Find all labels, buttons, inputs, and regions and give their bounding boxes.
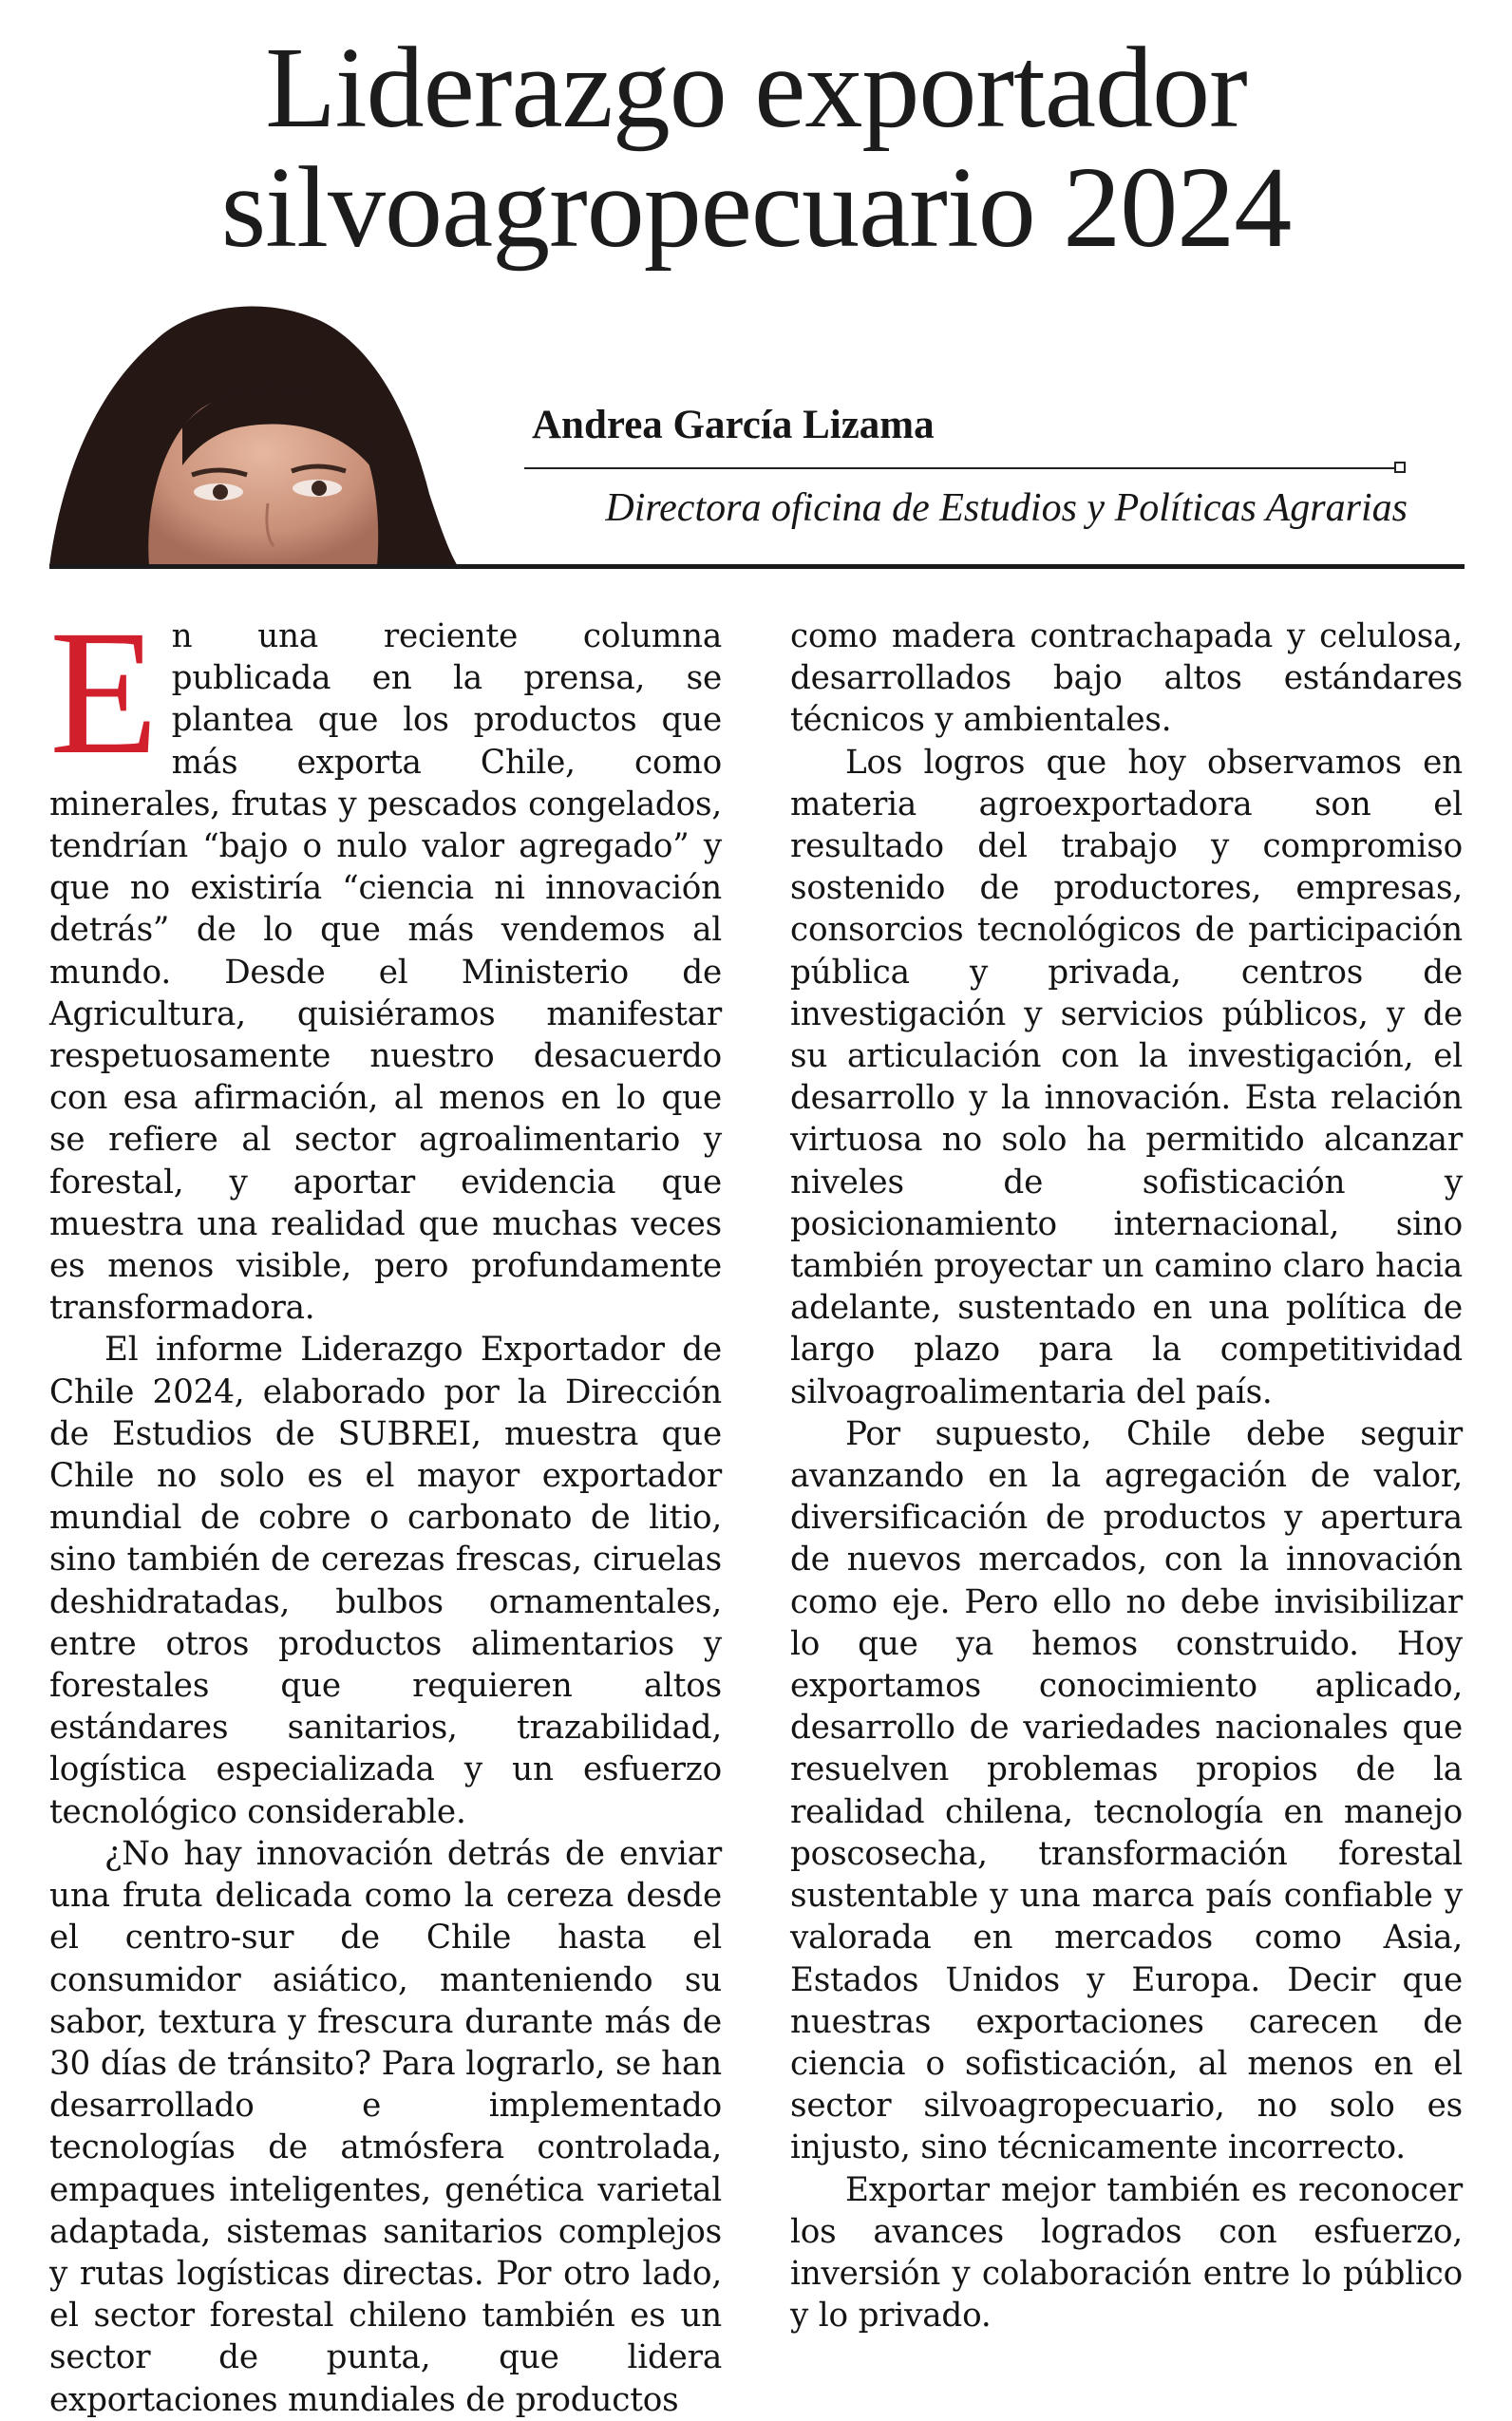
header-rule — [49, 564, 1465, 569]
article-paragraph: Por supuesto, Chile debe seguir avanzando en la agregación de valor, diversificación de productos y apertura de nuevos mercados, con la innovación como eje. Pero ello no debe invisibilizar lo que ya hemos construido. Hoy exportamos conocimiento aplicado, desarrollo de variedades nacionales que resuelven problemas propios de la realidad chilena, tecnología en manejo poscosecha, transformación forestal sustentable y una marca país confiable y valorada en mercados como Asia, Estados Unidos y Europa. Decir que nuestras exportaciones carecen de ciencia o sofisticación, al menos en el sector silvoagropecuario, no solo es injusto, sino técnicamente incorrecto. — [790, 1414, 1463, 2167]
article-paragraph: El informe Liderazgo Exportador de Chile 2024, elaborado por la Dirección de Estudios de SUBREI, muestra que Chile no solo es el mayor exportador mundial de cobre o carbonato de litio, sino también de cerezas frescas, ciruelas deshidratadas, bulbos ornamentales, entre otros productos alimentarios y forestales que requieren altos estándares sanitarios, trazabilidad, logística especializada y un esfuerzo tecnológico considerable. — [49, 1331, 722, 1831]
article-column-left — [49, 593, 722, 2419]
article-paragraph: como madera contrachapada y celulosa, desarrollados bajo altos estándares técnicos y ambientales. — [790, 617, 1463, 740]
drop-cap: E — [49, 593, 159, 791]
paragraph-text: n una reciente columna publicada en la prensa, se plantea que los productos que más exporta Chile, como minerales, frutas y pescados congelados, tendrían “bajo o nulo valor agregado” y que no existiría “ciencia ni innovación detrás” de lo que más vendemos al mundo. Desde el Ministerio de Agricultura, quisiéramos manifestar respetuosamente nuestro desacuerdo con esa afirmación, al menos en lo que se refiere al sector agroalimentario y forestal, y aportar evidencia que muestra una realidad que muchas veces es menos visible, pero profundamente transformadora. — [49, 617, 722, 1328]
author-role: Directora oficina de Estudios y Políticas Agrarias — [605, 486, 1408, 530]
headline: Liderazgo exportador silvoagropecuario 2024 — [220, 24, 1292, 272]
article-paragraph: ¿No hay innovación detrás de enviar una fruta delicada como la cereza desde el centro-sur de Chile hasta el consumidor asiático, manteniendo su sabor, textura y frescura durante más de 30 días de tránsito? Para lograrlo, se han desarrollado e implementado tecnologías de atmósfera controlada, empaques inteligentes, genética varietal adaptada, sistemas sanitarios complejos y rutas logísticas directas. Por otro lado, el sector forestal chileno también es un sector de punta, que lidera exportaciones mundiales de productos — [49, 1834, 722, 2419]
divider-endpoint — [1394, 462, 1406, 473]
author-divider — [524, 467, 1398, 469]
article-paragraph — [49, 593, 722, 1329]
article-paragraph: Los logros que hoy observamos en materia agroexportadora son el resultado del trabajo y compromiso sostenido de productores, empresas, consorcios tecnológicos de participación pública y privada, centros de investigación y servicios públicos, y de su articulación con la investigación, el desarrollo y la innovación. Esta relación virtuosa no solo ha permitido alcanzar niveles de sofisticación y posicionamiento internacional, sino también proyectar un camino claro hacia adelante, sustentado en una política de largo plazo para la competitividad silvoagroalimentaria del país. — [790, 743, 1463, 1411]
article-paragraph: Exportar mejor también es reconocer los avances logrados con esfuerzo, inversión y colaboración entre lo público y lo privado. — [790, 2170, 1463, 2336]
author-name: Andrea García Lizama — [532, 403, 935, 447]
author-portrait — [49, 285, 477, 566]
article-column-right — [790, 615, 1463, 2336]
